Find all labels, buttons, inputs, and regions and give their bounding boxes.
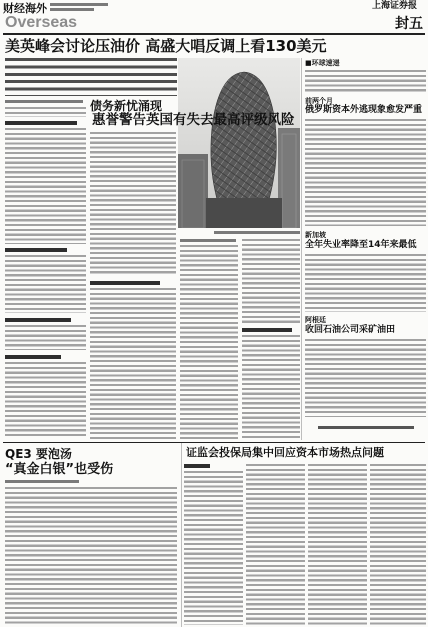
lead-body-text bbox=[5, 107, 86, 117]
page-label: 封五 bbox=[395, 16, 423, 32]
foreground-buildings bbox=[206, 198, 282, 228]
section-logo: 财经海外 bbox=[3, 2, 47, 15]
section-rule bbox=[3, 442, 425, 443]
lead-body-text bbox=[5, 325, 86, 350]
feature-body-text bbox=[242, 335, 300, 439]
lead-body-text bbox=[5, 255, 86, 313]
lead-subheading bbox=[5, 248, 67, 252]
feature-photo bbox=[178, 58, 300, 228]
gherkin-building-photo bbox=[178, 58, 300, 228]
feature-photo-caption bbox=[214, 231, 300, 234]
lead-body-text bbox=[90, 132, 176, 276]
bottom-right-continuation-label bbox=[184, 464, 210, 468]
lead-subheading bbox=[5, 121, 77, 125]
bottom-right-headline: 证监会投保局集中回应资本市场热点问题 bbox=[186, 446, 384, 459]
side-item-kicker: 前两个月 bbox=[305, 97, 333, 105]
feature-headline-line2: 惠誉警告英国有失去最高评级风险 bbox=[92, 112, 295, 128]
bottom-left-headline-line2: “真金白银”也受伤 bbox=[5, 462, 114, 477]
side-item-headline: 收回石油公司采矿油田 bbox=[305, 325, 396, 335]
lead-subheading bbox=[5, 355, 61, 359]
feature-headline-line1: 债务新忧涌现 bbox=[90, 99, 163, 113]
feature-body-text bbox=[180, 245, 238, 439]
lead-subheading bbox=[90, 281, 160, 285]
side-body-text bbox=[305, 339, 426, 417]
side-item-headline: 俄罗斯资本外逃现象愈发严重 bbox=[305, 105, 423, 115]
side-item-kicker: 阿根廷 bbox=[305, 316, 326, 324]
column-divider bbox=[301, 58, 302, 440]
lead-subheading bbox=[5, 318, 71, 322]
feature-body-text bbox=[242, 239, 300, 323]
section-title-en: Overseas bbox=[5, 14, 78, 31]
side-column-label: ■环球速递 bbox=[305, 59, 340, 67]
masthead-rule bbox=[3, 33, 425, 35]
paper-name: 上海证券报 bbox=[372, 1, 418, 11]
bottom-right-body-text bbox=[246, 464, 305, 625]
left-building bbox=[178, 154, 208, 228]
lead-body-text bbox=[90, 288, 176, 439]
bottom-left-body-text bbox=[5, 487, 177, 625]
side-body-text bbox=[305, 254, 426, 312]
lead-byline bbox=[5, 100, 83, 103]
editor-credit-text bbox=[50, 8, 94, 11]
lead-headline: 美英峰会讨论压油价 高盛大唱反调上看130美元 bbox=[5, 37, 327, 55]
side-body-text bbox=[305, 119, 426, 226]
bottom-right-body-text bbox=[370, 464, 426, 625]
side-body-text bbox=[305, 70, 426, 92]
feature-subheading bbox=[242, 328, 292, 332]
lead-body-text bbox=[5, 128, 86, 244]
bottom-left-headline-line1: QE3 要泡汤 bbox=[5, 447, 72, 461]
side-item-headline: 全年失业率降至14年来最低 bbox=[305, 240, 417, 250]
side-column-footnote bbox=[318, 426, 414, 429]
bottom-left-byline bbox=[5, 480, 79, 483]
bottom-right-body-text bbox=[308, 464, 367, 625]
bottom-right-body-text bbox=[184, 471, 243, 625]
side-item-kicker: 新加坡 bbox=[305, 231, 326, 239]
dateline-text bbox=[50, 3, 108, 6]
bottom-column-divider bbox=[181, 443, 182, 627]
lead-summary-text bbox=[5, 58, 177, 96]
feature-byline bbox=[180, 239, 236, 242]
lead-body-text bbox=[5, 362, 86, 439]
